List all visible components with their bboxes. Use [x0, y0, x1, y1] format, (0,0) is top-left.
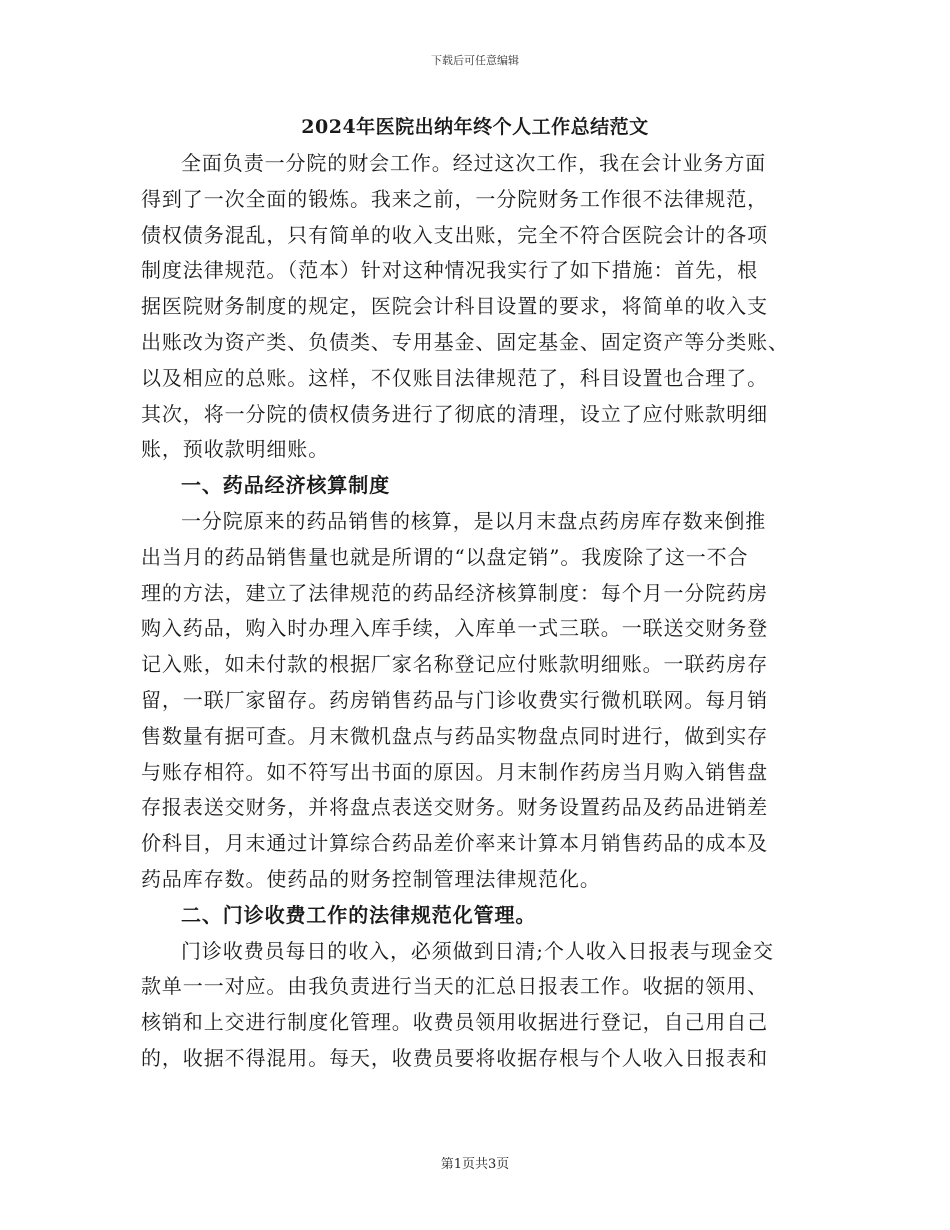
paragraph-line: 的，收据不得混用。每天，收费员要将收据存根与个人收入日报表和: [141, 1045, 768, 1070]
paragraph-line: 留，一联厂家留存。药房销售药品与门诊收费实行微机联网。每月销: [141, 687, 768, 712]
paragraph-line: 以及相应的总账。这样，不仅账目法律规范了，科目设置也合理了。: [141, 365, 768, 390]
document-body: [141, 146, 809, 1077]
paragraph-line: 出当月的药品销售量也就是所谓的“以盘定销”。我废除了这一不合: [141, 544, 749, 569]
paragraph-line: 记入账，如未付款的根据厂家名称登记应付账款明细账。一联药房存: [141, 652, 768, 677]
paragraph-line: 药品库存数。使药品的财务控制管理法律规范化。: [141, 866, 601, 891]
paragraph-line: 全面负责一分院的财会工作。经过这次工作，我在会计业务方面: [181, 151, 767, 175]
intro-paragraph: [141, 146, 809, 468]
section-drug-accounting-paragraph: [141, 504, 809, 898]
paragraph-line: 理的方法，建立了法律规范的药品经济核算制度：每个月一分院药房: [141, 580, 768, 605]
page-header-note: 下载后可任意编辑: [431, 54, 519, 67]
paragraph-line: 账，预收款明细账。: [141, 437, 330, 462]
page-footer-number: 第1页共3页: [440, 1157, 510, 1172]
section-heading-outpatient-fees: 二、门诊收费工作的法律规范化管理。: [181, 902, 537, 927]
paragraph-line: 款单一一对应。由我负责进行当天的汇总日报表工作。收据的领用、: [141, 974, 768, 999]
paragraph-line: 购入药品，购入时办理入库手续，入库单一式三联。一联送交财务登: [141, 616, 768, 641]
paragraph-line: 制度法律规范。（范本）针对这种情况我实行了如下措施：首先，根: [141, 258, 758, 283]
paragraph-line: 得到了一次全面的锻炼。我来之前，一分院财务工作很不法律规范，: [141, 186, 768, 211]
paragraph-line: 门诊收费员每日的收入，必须做到日清;个人收入日报表与现金交: [181, 938, 774, 963]
paragraph-line: 债权债务混乱，只有简单的收入支出账，完全不符合医院会计的各项: [141, 222, 768, 247]
paragraph-line: 存报表送交财务，并将盘点表送交财务。财务设置药品及药品进销差: [141, 795, 768, 820]
document-title: 2024年医院出纳年终个人工作总结范文: [301, 116, 649, 138]
paragraph-line: 核销和上交进行制度化管理。收费员领用收据进行登记，自己用自己: [141, 1010, 768, 1035]
paragraph-line: 据医院财务制度的规定，医院会计科目设置的要求，将简单的收入支: [141, 294, 768, 319]
paragraph-line: 出账改为资产类、负债类、专用基金、固定基金、固定资产等分类账、: [141, 329, 789, 354]
paragraph-line: 价科目，月末通过计算综合药品差价率来计算本月销售药品的成本及: [141, 831, 768, 856]
paragraph-line: 其次，将一分院的债权债务进行了彻底的清理，设立了应付账款明细: [141, 401, 768, 426]
paragraph-line: 与账存相符。如不符写出书面的原因。月末制作药房当月购入销售盘: [141, 759, 768, 784]
section-heading-drug-accounting: 一、药品经济核算制度: [181, 473, 390, 498]
paragraph-line: 一分院原来的药品销售的核算，是以月末盘点药房库存数来倒推: [181, 508, 767, 533]
section-outpatient-fees-paragraph: [141, 934, 809, 1077]
paragraph-line: 售数量有据可查。月末微机盘点与药品实物盘点同时进行，做到实存: [141, 723, 768, 748]
